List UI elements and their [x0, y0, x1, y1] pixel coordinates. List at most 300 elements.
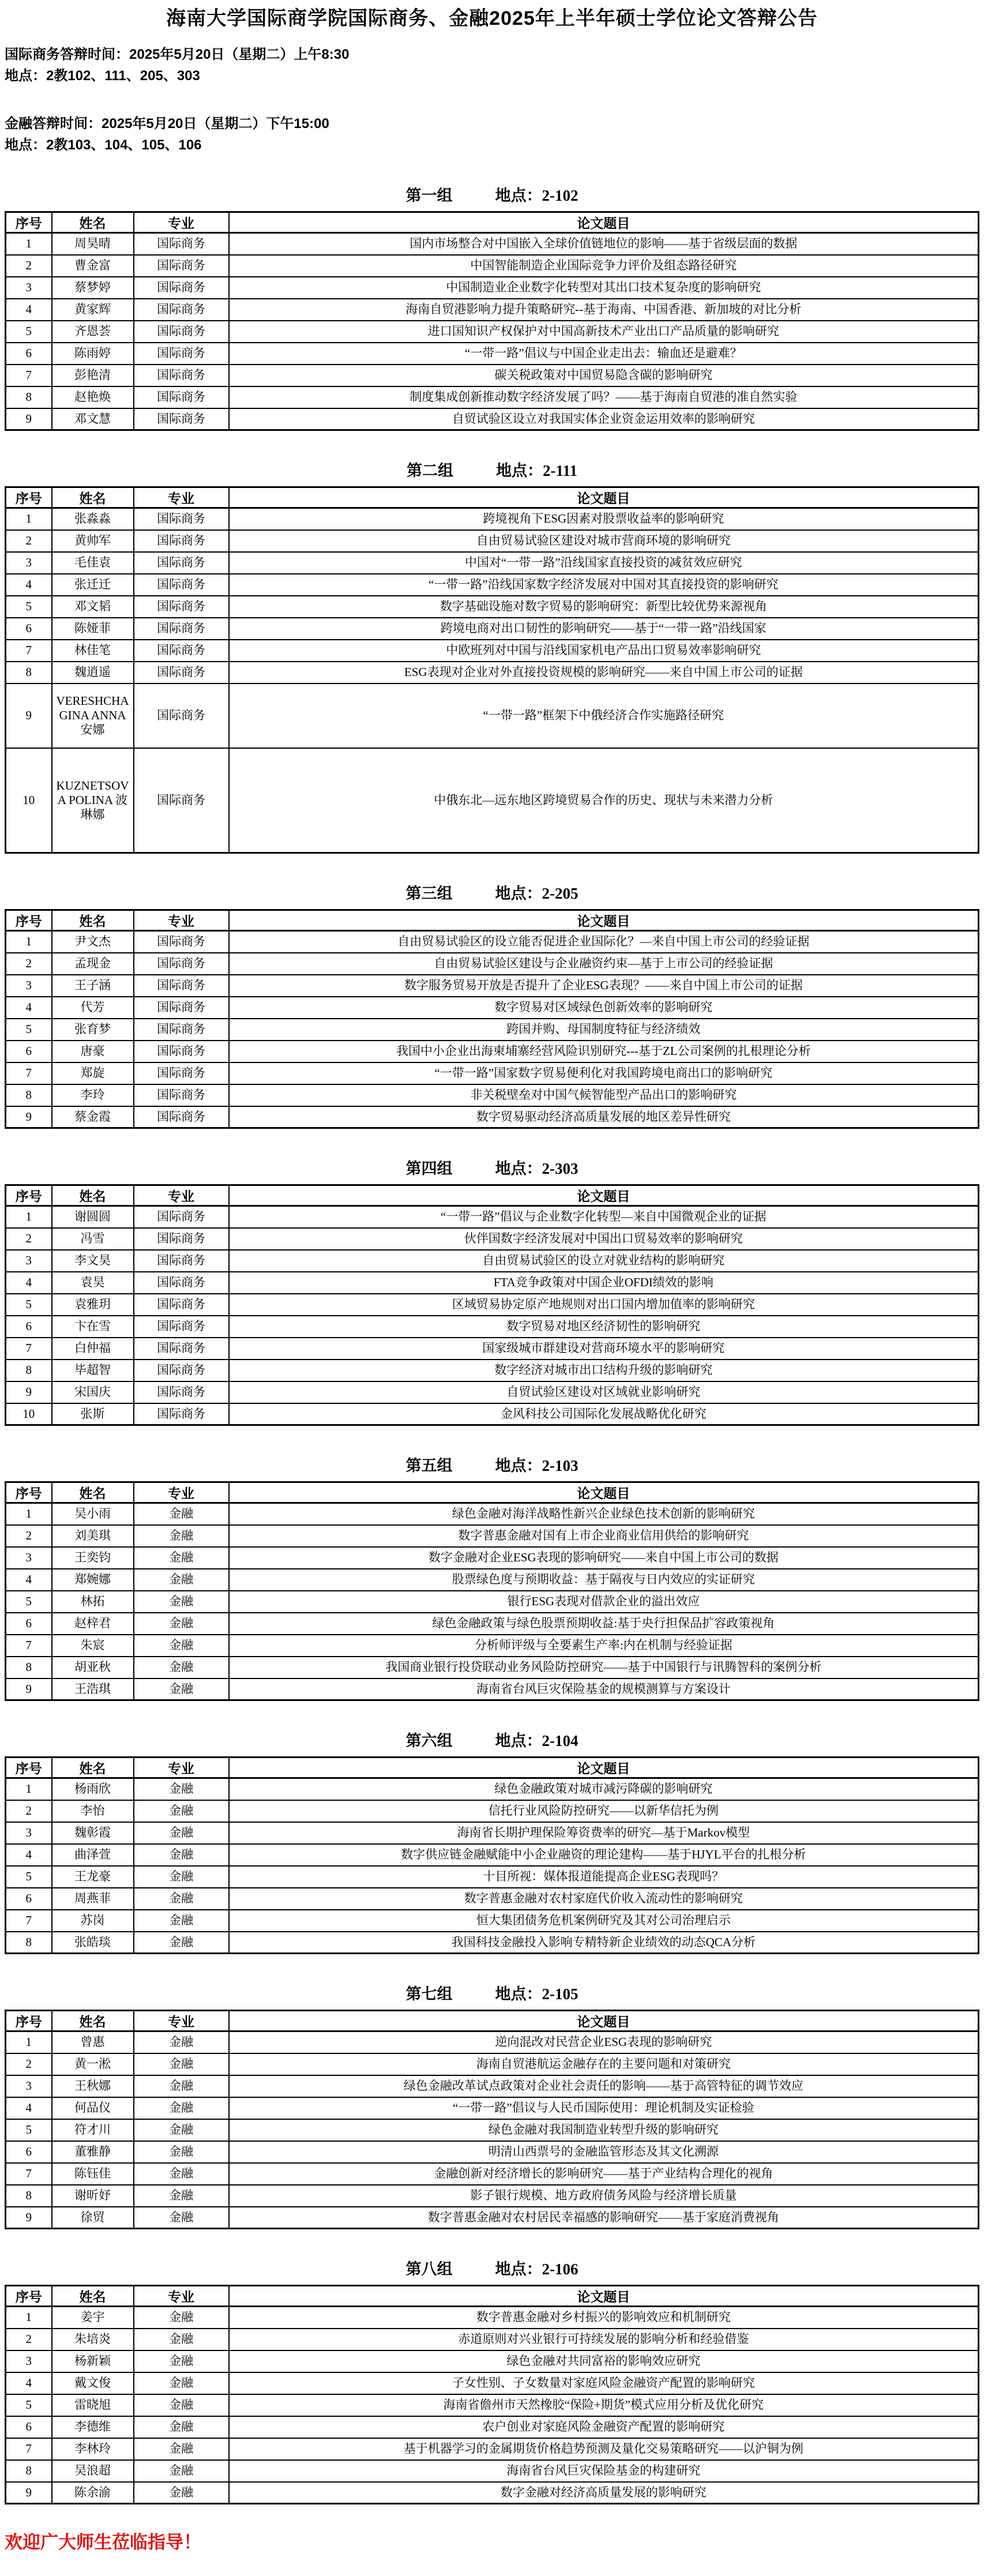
- cell-student-name: 符才川: [52, 2119, 134, 2141]
- cell-student-name: 吴小雨: [52, 1503, 134, 1525]
- table-header-row: [6, 2286, 979, 2307]
- cell-major: 国际商务: [134, 574, 229, 596]
- cell-thesis-title: 十目所视：媒体报道能提高企业ESG表现吗？: [229, 1866, 979, 1888]
- cell-student-name: 陈雨婷: [52, 343, 134, 365]
- cell-sequence-number: 1: [6, 508, 52, 530]
- table-row: [6, 2482, 979, 2504]
- group-title: [5, 1160, 979, 1177]
- info-block: [5, 44, 979, 156]
- cell-sequence-number: 5: [6, 321, 52, 343]
- cell-major: 国际商务: [134, 1272, 229, 1294]
- table-row: [6, 1084, 979, 1106]
- table-row: [6, 2075, 979, 2097]
- table-head: [6, 2286, 979, 2307]
- table-body: [6, 931, 979, 1128]
- table-head: [6, 487, 979, 508]
- group-section: [5, 462, 979, 854]
- table-row: [6, 748, 979, 853]
- header-cell: 序号: [6, 910, 52, 931]
- table-row: [6, 2350, 979, 2372]
- table-row: [6, 1503, 979, 1525]
- cell-sequence-number: 3: [6, 277, 52, 299]
- cell-thesis-title: 数字基础设施对数字贸易的影响研究：新型比较优势来源视角: [229, 596, 979, 618]
- cell-thesis-title: 我国商业银行投贷联动业务风险防控研究——基于中国银行与讯腾智科的案例分析: [229, 1657, 979, 1678]
- cell-major: 国际商务: [134, 662, 229, 684]
- table-body: [6, 2031, 979, 2229]
- cell-thesis-title: 海南自贸港影响力提升策略研究--基于海南、中国香港、新加坡的对比分析: [229, 299, 979, 321]
- cell-sequence-number: 1: [6, 1206, 52, 1228]
- info-line-business-time: 国际商务答辩时间：2025年5月20日（星期二）上午8:30: [5, 47, 350, 62]
- defense-schedule-table: [5, 2010, 979, 2229]
- cell-thesis-title: 数字金融对经济高质量发展的影响研究: [229, 2482, 979, 2504]
- cell-thesis-title: 数字普惠金融对国有上市企业商业信用供给的影响研究: [229, 1525, 979, 1547]
- header-cell: 论文题目: [229, 2011, 979, 2031]
- cell-student-name: 冯雪: [52, 1228, 134, 1250]
- cell-student-name: 袁雅玥: [52, 1294, 134, 1316]
- cell-sequence-number: 3: [6, 2350, 52, 2372]
- cell-student-name: 齐恩荟: [52, 321, 134, 343]
- cell-sequence-number: 1: [6, 931, 52, 953]
- cell-thesis-title: 绿色金融政策与绿色股票预期收益:基于央行担保品扩容政策视角: [229, 1613, 979, 1635]
- header-cell: 论文题目: [229, 212, 979, 233]
- cell-thesis-title: FTA竞争政策对中国企业OFDI绩效的影响: [229, 1272, 979, 1294]
- cell-sequence-number: 4: [6, 299, 52, 321]
- cell-major: 金融: [134, 1910, 229, 1932]
- cell-thesis-title: 银行ESG表现对借款企业的溢出效应: [229, 1591, 979, 1613]
- table-row: [6, 408, 979, 430]
- cell-student-name: 李文昊: [52, 1250, 134, 1272]
- table-row: [6, 1778, 979, 1800]
- group-section: [5, 2260, 979, 2504]
- info-line-finance-location: 地点：2教103、104、105、106: [5, 137, 202, 153]
- header-cell: 姓名: [52, 487, 134, 508]
- table-row: [6, 574, 979, 596]
- table-row: [6, 1866, 979, 1888]
- cell-student-name: 曾惠: [52, 2031, 134, 2053]
- table-row: [6, 1019, 979, 1041]
- cell-major: 国际商务: [134, 1338, 229, 1360]
- cell-sequence-number: 1: [6, 2031, 52, 2053]
- group-location-label: 地点：2-104: [495, 1732, 579, 1749]
- group-location-label: 地点：2-205: [495, 885, 579, 902]
- cell-major: 金融: [134, 1547, 229, 1569]
- table-row: [6, 343, 979, 365]
- group-label: 第四组: [405, 1160, 453, 1177]
- cell-student-name: 张育梦: [52, 1019, 134, 1041]
- table-row: [6, 1547, 979, 1569]
- cell-sequence-number: 7: [6, 365, 52, 386]
- group-section: [5, 1985, 979, 2229]
- header-cell: 专业: [134, 1758, 229, 1778]
- cell-sequence-number: 1: [6, 2307, 52, 2329]
- cell-thesis-title: 区域贸易协定原产地规则对出口国内增加值率的影响研究: [229, 1294, 979, 1316]
- cell-major: 金融: [134, 2394, 229, 2416]
- cell-major: 国际商务: [134, 408, 229, 430]
- header-cell: 姓名: [52, 1758, 134, 1778]
- table-row: [6, 2119, 979, 2141]
- cell-sequence-number: 6: [6, 1888, 52, 1910]
- cell-major: 金融: [134, 1888, 229, 1910]
- cell-thesis-title: 进口国知识产权保护对中国高新技术产业出口产品质量的影响研究: [229, 321, 979, 343]
- table-row: [6, 321, 979, 343]
- cell-sequence-number: 9: [6, 1381, 52, 1403]
- header-cell: 姓名: [52, 2286, 134, 2307]
- cell-sequence-number: 9: [6, 684, 52, 748]
- cell-student-name: 张淼淼: [52, 508, 134, 530]
- cell-sequence-number: 7: [6, 640, 52, 662]
- cell-sequence-number: 6: [6, 1613, 52, 1635]
- cell-major: 金融: [134, 2350, 229, 2372]
- table-body: [6, 1503, 979, 1700]
- cell-student-name: 刘美琪: [52, 1525, 134, 1547]
- cell-student-name: 林佳笔: [52, 640, 134, 662]
- table-row: [6, 1250, 979, 1272]
- cell-major: 金融: [134, 1503, 229, 1525]
- cell-sequence-number: 9: [6, 2482, 52, 2504]
- cell-sequence-number: 4: [6, 1569, 52, 1591]
- cell-thesis-title: 中国制造业企业数字化转型对其出口技术复杂度的影响研究: [229, 277, 979, 299]
- cell-thesis-title: 跨境电商对出口韧性的影响研究——基于“一带一路”沿线国家: [229, 618, 979, 640]
- table-body: [6, 233, 979, 430]
- cell-major: 国际商务: [134, 1403, 229, 1425]
- cell-student-name: 姜宇: [52, 2307, 134, 2329]
- cell-thesis-title: 逆向混改对民营企业ESG表现的影响研究: [229, 2031, 979, 2053]
- cell-sequence-number: 7: [6, 1062, 52, 1084]
- cell-sequence-number: 4: [6, 2372, 52, 2394]
- cell-major: 金融: [134, 2307, 229, 2329]
- cell-sequence-number: 9: [6, 2207, 52, 2229]
- cell-sequence-number: 6: [6, 2141, 52, 2163]
- cell-thesis-title: 金风科技公司国际化发展战略优化研究: [229, 1403, 979, 1425]
- group-label: 第六组: [405, 1732, 453, 1749]
- table-row: [6, 2053, 979, 2075]
- table-row: [6, 365, 979, 386]
- table-body: [6, 2307, 979, 2504]
- header-cell: 姓名: [52, 1185, 134, 1206]
- table-body: [6, 508, 979, 853]
- group-title: [5, 1732, 979, 1749]
- cell-student-name: 张迁迁: [52, 574, 134, 596]
- cell-thesis-title: 数字普惠金融对农村家庭代价收入流动性的影响研究: [229, 1888, 979, 1910]
- header-cell: 序号: [6, 1482, 52, 1503]
- cell-thesis-title: 数字贸易对区域绿色创新效率的影响研究: [229, 997, 979, 1019]
- header-cell: 专业: [134, 212, 229, 233]
- cell-sequence-number: 10: [6, 1403, 52, 1425]
- cell-sequence-number: 2: [6, 1800, 52, 1822]
- cell-sequence-number: 9: [6, 1106, 52, 1128]
- table-row: [6, 255, 979, 277]
- cell-major: 国际商务: [134, 931, 229, 953]
- table-row: [6, 1403, 979, 1425]
- defense-schedule-table: [5, 211, 979, 431]
- cell-sequence-number: 4: [6, 1272, 52, 1294]
- table-row: [6, 277, 979, 299]
- cell-student-name: 何品仪: [52, 2097, 134, 2119]
- cell-thesis-title: 数字服务贸易开放是否提升了企业ESG表现？——来自中国上市公司的证据: [229, 975, 979, 997]
- cell-student-name: 谢圆圆: [52, 1206, 134, 1228]
- table-row: [6, 953, 979, 975]
- cell-major: 国际商务: [134, 1360, 229, 1381]
- cell-major: 金融: [134, 2416, 229, 2438]
- cell-sequence-number: 2: [6, 2053, 52, 2075]
- cell-thesis-title: 伙伴国数字经济发展对中国出口贸易效率的影响研究: [229, 1228, 979, 1250]
- table-head: [6, 212, 979, 233]
- cell-major: 金融: [134, 1525, 229, 1547]
- cell-student-name: 吴浪超: [52, 2460, 134, 2482]
- cell-student-name: 陈余渝: [52, 2482, 134, 2504]
- cell-major: 国际商务: [134, 1019, 229, 1041]
- cell-thesis-title: 非关税壁垒对中国气候智能型产品出口的影响研究: [229, 1084, 979, 1106]
- cell-student-name: 王奕钧: [52, 1547, 134, 1569]
- cell-thesis-title: 自贸试验区建设对区域就业影响研究: [229, 1381, 979, 1403]
- group-label: 第二组: [406, 462, 453, 479]
- header-cell: 序号: [6, 2011, 52, 2031]
- header-cell: 论文题目: [229, 487, 979, 508]
- header-cell: 姓名: [52, 910, 134, 931]
- table-row: [6, 386, 979, 408]
- cell-sequence-number: 1: [6, 1503, 52, 1525]
- cell-major: 金融: [134, 1844, 229, 1866]
- cell-major: 金融: [134, 2097, 229, 2119]
- table-row: [6, 2460, 979, 2482]
- table-row: [6, 1613, 979, 1635]
- cell-sequence-number: 3: [6, 1822, 52, 1844]
- table-header-row: [6, 1482, 979, 1503]
- header-cell: 论文题目: [229, 1185, 979, 1206]
- cell-major: 金融: [134, 2185, 229, 2207]
- cell-major: 国际商务: [134, 640, 229, 662]
- cell-sequence-number: 3: [6, 975, 52, 997]
- cell-major: 金融: [134, 1932, 229, 1954]
- table-row: [6, 299, 979, 321]
- table-row: [6, 508, 979, 530]
- defense-schedule-table: [5, 1756, 979, 1954]
- cell-thesis-title: 国家级城市群建设对营商环境水平的影响研究: [229, 1338, 979, 1360]
- table-row: [6, 2185, 979, 2207]
- cell-sequence-number: 5: [6, 2394, 52, 2416]
- cell-thesis-title: 国内市场整合对中国嵌入全球价值链地位的影响——基于省级层面的数据: [229, 233, 979, 255]
- table-row: [6, 997, 979, 1019]
- table-row: [6, 233, 979, 255]
- cell-sequence-number: 2: [6, 1228, 52, 1250]
- group-section: [5, 187, 979, 431]
- table-head: [6, 1185, 979, 1206]
- cell-student-name: 赵艳焕: [52, 386, 134, 408]
- cell-thesis-title: 碳关税政策对中国贸易隐含碳的影响研究: [229, 365, 979, 386]
- header-cell: 姓名: [52, 2011, 134, 2031]
- cell-student-name: 宋国庆: [52, 1381, 134, 1403]
- cell-sequence-number: 2: [6, 255, 52, 277]
- group-label: 第三组: [405, 885, 453, 902]
- table-header-row: [6, 2011, 979, 2031]
- cell-thesis-title: 子女性别、子女数量对家庭风险金融资产配置的影响研究: [229, 2372, 979, 2394]
- cell-sequence-number: 2: [6, 1525, 52, 1547]
- cell-thesis-title: 信托行业风险防控研究——以新华信托为例: [229, 1800, 979, 1822]
- group-label: 第七组: [405, 1985, 453, 2003]
- cell-thesis-title: 海南自贸港航运金融存在的主要问题和对策研究: [229, 2053, 979, 2075]
- cell-student-name: 毕超智: [52, 1360, 134, 1381]
- group-label: 第八组: [405, 2260, 453, 2278]
- cell-thesis-title: 自由贸易试验区的设立能否促进企业国际化？—来自中国上市公司的经验证据: [229, 931, 979, 953]
- cell-thesis-title: 中国智能制造企业国际竞争力评价及组态路径研究: [229, 255, 979, 277]
- table-row: [6, 2372, 979, 2394]
- table-row: [6, 1591, 979, 1613]
- cell-sequence-number: 7: [6, 1910, 52, 1932]
- table-row: [6, 975, 979, 997]
- header-cell: 论文题目: [229, 2286, 979, 2307]
- cell-thesis-title: 数字普惠金融对乡村振兴的影响效应和机制研究: [229, 2307, 979, 2329]
- group-location-label: 地点：2-303: [495, 1160, 579, 1177]
- info-line-business-location: 地点：2教102、111、205、303: [5, 68, 200, 84]
- cell-major: 金融: [134, 2031, 229, 2053]
- cell-student-name: VERESHCHAGINA ANNA 安娜: [52, 684, 134, 748]
- group-title: [5, 1985, 979, 2003]
- cell-student-name: 陈娅菲: [52, 618, 134, 640]
- cell-thesis-title: 股票绿色度与预期收益：基于隔夜与日内效应的实证研究: [229, 1569, 979, 1591]
- cell-student-name: 张斯: [52, 1403, 134, 1425]
- cell-sequence-number: 7: [6, 2438, 52, 2460]
- cell-student-name: 朱宸: [52, 1635, 134, 1657]
- table-row: [6, 1338, 979, 1360]
- cell-major: 国际商务: [134, 1106, 229, 1128]
- cell-sequence-number: 4: [6, 574, 52, 596]
- table-head: [6, 1758, 979, 1778]
- table-row: [6, 1360, 979, 1381]
- cell-thesis-title: “一带一路”倡议与人民币国际使用：理论机制及实证检验: [229, 2097, 979, 2119]
- cell-thesis-title: 中国对“一带一路”沿线国家直接投资的减贫效应研究: [229, 552, 979, 574]
- cell-thesis-title: “一带一路”沿线国家数字经济发展对中国对其直接投资的影响研究: [229, 574, 979, 596]
- cell-thesis-title: 绿色金融对共同富裕的影响效应研究: [229, 2350, 979, 2372]
- defense-schedule-table: [5, 486, 979, 854]
- cell-sequence-number: 3: [6, 1547, 52, 1569]
- cell-sequence-number: 6: [6, 1316, 52, 1338]
- cell-sequence-number: 6: [6, 343, 52, 365]
- cell-thesis-title: 农户创业对家庭风险金融资产配置的影响研究: [229, 2416, 979, 2438]
- info-line-finance-time: 金融答辩时间：2025年5月20日（星期二）下午15:00: [5, 116, 329, 132]
- cell-thesis-title: “一带一路”倡议与企业数字化转型—来自中国微观企业的证据: [229, 1206, 979, 1228]
- cell-student-name: 毛佳袁: [52, 552, 134, 574]
- cell-student-name: 杨新颖: [52, 2350, 134, 2372]
- header-cell: 专业: [134, 2011, 229, 2031]
- cell-major: 金融: [134, 1678, 229, 1700]
- cell-student-name: 杨雨欣: [52, 1778, 134, 1800]
- cell-thesis-title: 影子银行规模、地方政府债务风险与经济增长质量: [229, 2185, 979, 2207]
- cell-sequence-number: 4: [6, 997, 52, 1019]
- cell-thesis-title: 制度集成创新推动数字经济发展了吗？——基于海南自贸港的准自然实验: [229, 386, 979, 408]
- table-row: [6, 2141, 979, 2163]
- cell-thesis-title: 分析师评级与全要素生产率:内在机制与经验证据: [229, 1635, 979, 1657]
- cell-major: 国际商务: [134, 1316, 229, 1338]
- cell-major: 国际商务: [134, 953, 229, 975]
- cell-major: 国际商务: [134, 255, 229, 277]
- header-cell: 序号: [6, 2286, 52, 2307]
- table-row: [6, 2329, 979, 2350]
- group-title: [5, 462, 979, 479]
- cell-sequence-number: 5: [6, 1866, 52, 1888]
- table-row: [6, 684, 979, 748]
- cell-student-name: 李林玲: [52, 2438, 134, 2460]
- table-row: [6, 1844, 979, 1866]
- cell-major: 国际商务: [134, 233, 229, 255]
- cell-student-name: 蔡梦婷: [52, 277, 134, 299]
- cell-major: 金融: [134, 2119, 229, 2141]
- cell-sequence-number: 8: [6, 2185, 52, 2207]
- cell-major: 金融: [134, 1657, 229, 1678]
- cell-student-name: 林拓: [52, 1591, 134, 1613]
- groups-container: [5, 187, 979, 2504]
- cell-student-name: 白仲福: [52, 1338, 134, 1360]
- cell-major: 国际商务: [134, 508, 229, 530]
- cell-major: 金融: [134, 1822, 229, 1844]
- cell-major: 国际商务: [134, 1041, 229, 1062]
- cell-student-name: 王秋娜: [52, 2075, 134, 2097]
- table-row: [6, 1822, 979, 1844]
- cell-thesis-title: 数字金融对企业ESG表现的影响研究——来自中国上市公司的数据: [229, 1547, 979, 1569]
- cell-thesis-title: 跨境视角下ESG因素对股票收益率的影响研究: [229, 508, 979, 530]
- cell-major: 国际商务: [134, 618, 229, 640]
- table-header-row: [6, 1758, 979, 1778]
- cell-thesis-title: 中俄东北—远东地区跨境贸易合作的历史、现状与未来潜力分析: [229, 748, 979, 853]
- table-head: [6, 2011, 979, 2031]
- cell-student-name: 魏彰霞: [52, 1822, 134, 1844]
- cell-student-name: 邓文慧: [52, 408, 134, 430]
- table-row: [6, 640, 979, 662]
- cell-sequence-number: 1: [6, 1778, 52, 1800]
- defense-schedule-table: [5, 1481, 979, 1701]
- cell-major: 金融: [134, 1613, 229, 1635]
- cell-student-name: 黄帅军: [52, 530, 134, 552]
- cell-thesis-title: 自贸试验区设立对我国实体企业资金运用效率的影响研究: [229, 408, 979, 430]
- cell-sequence-number: 5: [6, 2119, 52, 2141]
- header-cell: 论文题目: [229, 1758, 979, 1778]
- cell-major: 国际商务: [134, 552, 229, 574]
- table-header-row: [6, 910, 979, 931]
- cell-student-name: 张皓琰: [52, 1932, 134, 1954]
- cell-thesis-title: ESG表现对企业对外直接投资规模的影响研究——来自中国上市公司的证据: [229, 662, 979, 684]
- table-row: [6, 1294, 979, 1316]
- cell-thesis-title: 数字经济对城市出口结构升级的影响研究: [229, 1360, 979, 1381]
- cell-thesis-title: 自由贸易试验区建设与企业融资约束—基于上市公司的经验证据: [229, 953, 979, 975]
- group-location-label: 地点：2-102: [495, 187, 579, 204]
- table-row: [6, 1657, 979, 1678]
- cell-student-name: 李怡: [52, 1800, 134, 1822]
- cell-student-name: 魏逍遥: [52, 662, 134, 684]
- cell-student-name: 李玲: [52, 1084, 134, 1106]
- cell-student-name: 郑旋: [52, 1062, 134, 1084]
- group-location-label: 地点：2-106: [495, 2260, 579, 2278]
- defense-schedule-table: [5, 909, 979, 1129]
- table-row: [6, 1635, 979, 1657]
- cell-student-name: 周燕菲: [52, 1888, 134, 1910]
- group-title: [5, 187, 979, 204]
- table-row: [6, 1041, 979, 1062]
- table-row: [6, 662, 979, 684]
- cell-major: 国际商务: [134, 530, 229, 552]
- cell-sequence-number: 2: [6, 953, 52, 975]
- table-row: [6, 1381, 979, 1403]
- header-cell: 序号: [6, 487, 52, 508]
- cell-sequence-number: 7: [6, 1338, 52, 1360]
- cell-sequence-number: 6: [6, 2416, 52, 2438]
- cell-thesis-title: 绿色金融政策对城市减污降碳的影响研究: [229, 1778, 979, 1800]
- cell-student-name: 徐贸: [52, 2207, 134, 2229]
- cell-major: 国际商务: [134, 975, 229, 997]
- cell-thesis-title: 海南省台风巨灾保险基金的构建研究: [229, 2460, 979, 2482]
- cell-thesis-title: 恒大集团债务危机案例研究及其对公司治理启示: [229, 1910, 979, 1932]
- cell-major: 金融: [134, 2207, 229, 2229]
- cell-student-name: 王浩琪: [52, 1678, 134, 1700]
- group-title: [5, 885, 979, 902]
